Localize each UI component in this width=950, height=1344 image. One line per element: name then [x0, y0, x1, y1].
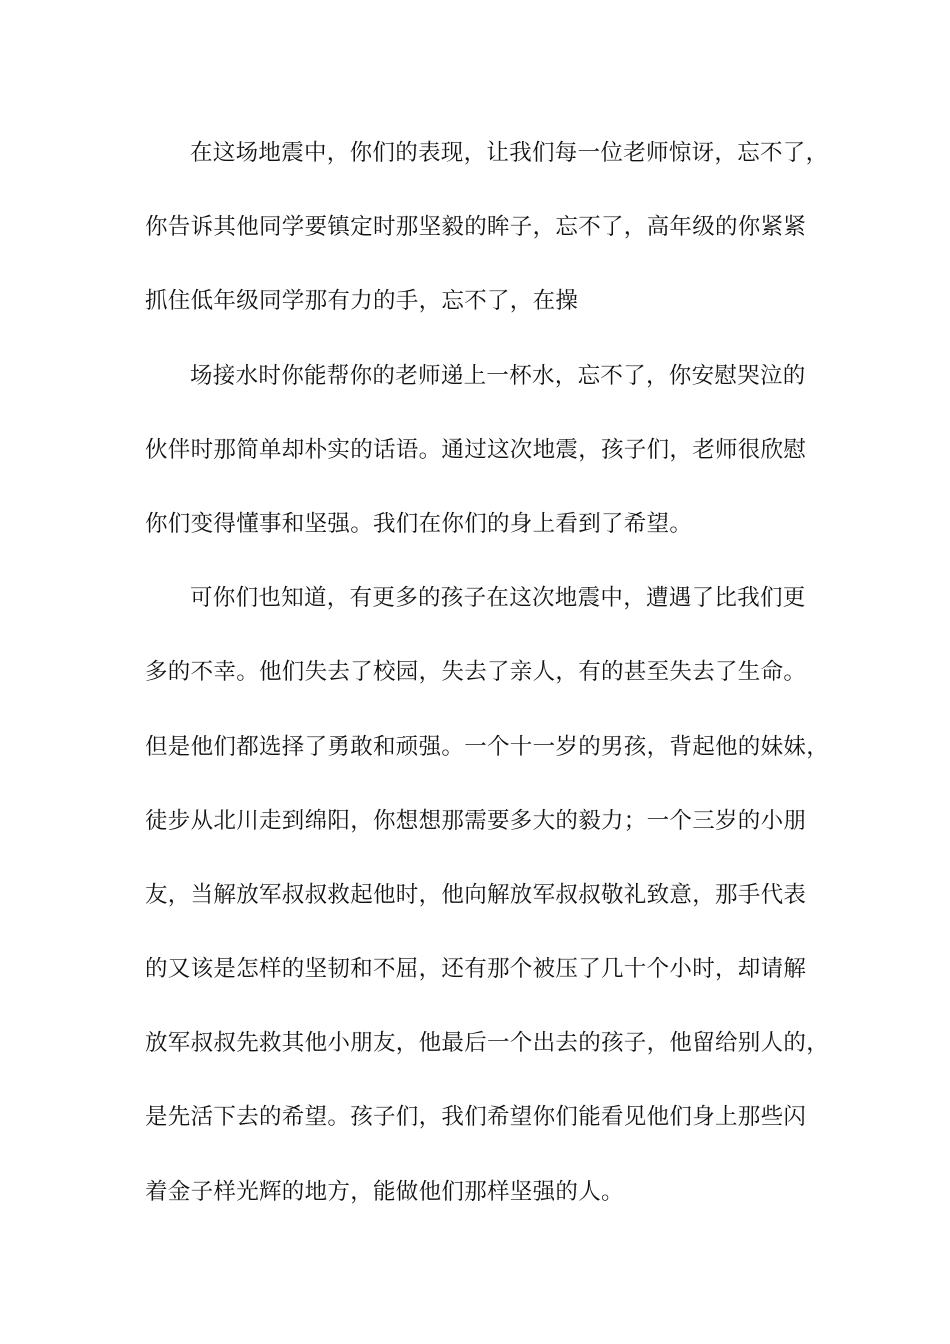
paragraph-line: 场接水时你能帮你的老师递上一杯水，忘不了，你安慰哭泣的	[190, 362, 806, 389]
paragraph-line: 友，当解放军叔叔救起他时，他向解放军叔叔敬礼致意，那手代表	[145, 881, 807, 908]
paragraph-line: 徒步从北川走到绵阳，你想想那需要多大的毅力；一个三岁的小朋	[145, 807, 807, 834]
paragraph-line: 是先活下去的希望。孩子们，我们希望你们能看见他们身上那些闪	[145, 1104, 807, 1131]
paragraph-line: 可你们也知道，有更多的孩子在这次地震中，遭遇了比我们更	[190, 585, 806, 612]
paragraph-line: 你们变得懂事和坚强。我们在你们的身上看到了希望。	[145, 510, 693, 537]
paragraph-line: 伙伴时那简单却朴实的话语。通过这次地震，孩子们，老师很欣慰	[145, 436, 807, 463]
body-text	[145, 133, 835, 1246]
paragraph-line: 抓住低年级同学那有力的手，忘不了，在操	[145, 288, 579, 315]
paragraph-line: 放军叔叔先救其他小朋友，他最后一个出去的孩子，他留给别人的，	[145, 1030, 830, 1057]
paragraph-line: 你告诉其他同学要镇定时那坚毅的眸子，忘不了，高年级的你紧紧	[145, 214, 807, 241]
paragraph-line: 的又该是怎样的坚韧和不屈，还有那个被压了几十个小时，却请解	[145, 956, 807, 983]
paragraph-line: 在这场地震中，你们的表现，让我们每一位老师惊讶，忘不了，	[190, 140, 829, 166]
paragraph-line: 着金子样光辉的地方，能做他们那样坚强的人。	[145, 1178, 624, 1205]
paragraph-line: 但是他们都选择了勇敢和顽强。一个十一岁的男孩，背起他的妹妹，	[145, 733, 830, 760]
paragraph-line: 多的不幸。他们失去了校园，失去了亲人，有的甚至失去了生命。	[145, 659, 807, 686]
